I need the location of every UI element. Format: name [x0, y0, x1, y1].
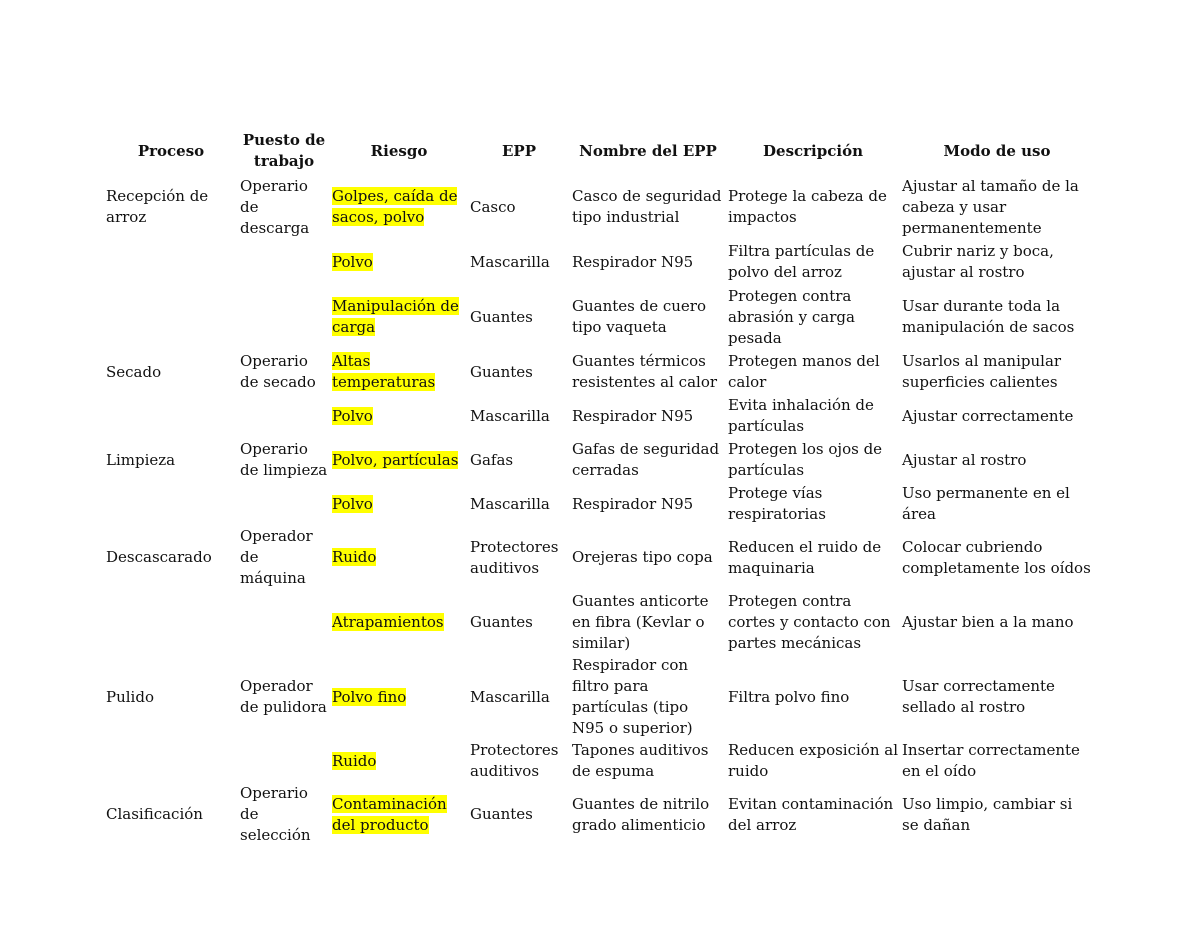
cell-nombre: Respirador N95 [572, 494, 694, 513]
cell-descripcion: Evita inhalación de partículas [728, 396, 874, 435]
header-modo-uso: Modo de uso [943, 141, 1051, 160]
header-puesto: Puesto de trabajo [242, 131, 326, 170]
cell-epp: Mascarilla [470, 687, 550, 706]
cell-puesto: Operario de limpieza [240, 440, 328, 479]
header-descripcion: Descripción [763, 141, 863, 160]
cell-puesto [238, 394, 330, 438]
cell-nombre: Tapones auditivos de espuma [572, 741, 709, 780]
cell-descripcion: Evitan contaminación del arroz [728, 794, 894, 834]
epp-table [104, 128, 1094, 846]
table-row [104, 589, 1094, 655]
cell-modo: Uso limpio, cambiar si se dañan [902, 794, 1073, 834]
cell-riesgo [330, 284, 468, 350]
risk-highlight: Golpes, caída de sacos, polvo [332, 187, 458, 226]
cell-modo: Insertar correctamente en el oído [902, 741, 1080, 780]
cell-epp: Mascarilla [470, 494, 550, 513]
header-epp: EPP [502, 141, 536, 160]
table-row [104, 655, 1094, 739]
cell-descripcion: Filtra partículas de polvo del arroz [728, 242, 875, 281]
table-body [104, 174, 1094, 846]
risk-highlight: Manipulación de carga [332, 297, 459, 336]
cell-nombre: Guantes térmicos resistentes al calor [572, 352, 718, 391]
cell-riesgo [330, 482, 468, 526]
cell-proceso: Clasificación [106, 805, 203, 823]
cell-nombre: Respirador N95 [572, 406, 694, 425]
table-row [104, 739, 1094, 783]
cell-modo: Ajustar bien a la mano [902, 612, 1074, 631]
table-row [104, 350, 1094, 394]
cell-puesto [238, 589, 330, 655]
risk-highlight: Altas temperaturas [332, 352, 436, 391]
cell-puesto: Operario de secado [240, 352, 316, 391]
risk-highlight: Polvo [332, 494, 373, 513]
cell-descripcion: Protegen contra cortes y contacto con partes mecánicas [728, 591, 891, 652]
risk-highlight: Ruido [332, 751, 377, 770]
risk-highlight: Polvo, partículas [332, 450, 459, 469]
cell-epp: Casco [470, 197, 516, 216]
cell-modo: Uso permanente en el área [902, 484, 1070, 523]
cell-proceso: Limpieza [106, 450, 176, 469]
header-row [104, 128, 1094, 174]
cell-riesgo [330, 350, 468, 394]
cell-descripcion: Protegen manos del calor [728, 352, 880, 391]
risk-highlight: Polvo fino [332, 687, 407, 706]
cell-descripcion: Filtra polvo fino [728, 687, 850, 706]
cell-riesgo [330, 394, 468, 438]
cell-proceso [104, 589, 238, 655]
table-row [104, 394, 1094, 438]
cell-proceso: Pulido [106, 687, 154, 706]
cell-epp: Guantes [470, 805, 533, 823]
risk-highlight: Polvo [332, 406, 373, 425]
cell-modo: Usarlos al manipular superficies calientes [902, 352, 1062, 391]
risk-highlight: Ruido [332, 548, 377, 566]
cell-riesgo [330, 589, 468, 655]
cell-proceso [104, 739, 238, 783]
cell-puesto: Operario de descarga [240, 176, 310, 237]
header-proceso: Proceso [137, 141, 205, 160]
cell-epp: Guantes [470, 307, 533, 326]
cell-nombre: Guantes anticorte en fibra (Kevlar o similar) [572, 591, 709, 652]
cell-proceso: Secado [106, 362, 162, 381]
cell-nombre: Orejeras tipo copa [572, 548, 713, 566]
cell-descripcion: Protegen contra abrasión y carga pesada [728, 286, 855, 347]
cell-proceso [104, 240, 238, 284]
cell-proceso: Recepción de arroz [106, 187, 209, 226]
cell-epp: Guantes [470, 612, 533, 631]
cell-puesto [238, 739, 330, 783]
table-row [104, 783, 1094, 846]
cell-proceso [104, 284, 238, 350]
cell-riesgo [330, 526, 468, 589]
cell-descripcion: Reducen exposición al ruido [728, 741, 899, 780]
cell-nombre: Guantes de nitrilo grado alimenticio [572, 794, 710, 834]
cell-epp: Guantes [470, 362, 533, 381]
cell-epp: Gafas [470, 450, 514, 469]
cell-modo: Colocar cubriendo completamente los oídos [902, 537, 1091, 577]
risk-highlight: Contaminación del producto [332, 794, 447, 834]
cell-epp: Mascarilla [470, 252, 550, 271]
cell-nombre: Respirador N95 [572, 252, 694, 271]
header-riesgo: Riesgo [370, 141, 428, 160]
table-row [104, 240, 1094, 284]
cell-epp: Protectores auditivos [470, 741, 559, 780]
table-row [104, 438, 1094, 482]
cell-puesto: Operador de máquina [240, 527, 313, 587]
cell-riesgo [330, 783, 468, 846]
cell-descripcion: Reducen el ruido de maquinaria [728, 537, 882, 577]
cell-puesto [238, 284, 330, 350]
header-nombre-epp: Nombre del EPP [579, 141, 717, 160]
cell-nombre: Guantes de cuero tipo vaqueta [572, 297, 707, 336]
cell-modo: Ajustar al tamaño de la cabeza y usar permanentemente [902, 176, 1079, 237]
cell-modo: Usar durante toda la manipulación de sacos [902, 297, 1075, 336]
cell-nombre: Gafas de seguridad cerradas [572, 440, 720, 479]
table-row [104, 482, 1094, 526]
table-row [104, 526, 1094, 589]
cell-descripcion: Protege la cabeza de impactos [728, 187, 887, 226]
cell-descripcion: Protege vías respiratorias [728, 484, 826, 523]
cell-modo: Ajustar correctamente [902, 406, 1074, 425]
cell-riesgo [330, 438, 468, 482]
cell-riesgo [330, 240, 468, 284]
cell-modo: Cubrir nariz y boca, ajustar al rostro [902, 242, 1054, 281]
cell-proceso: Descascarado [106, 548, 212, 566]
cell-descripcion: Protegen los ojos de partículas [728, 440, 883, 479]
risk-highlight: Atrapamientos [332, 612, 444, 631]
cell-nombre: Casco de seguridad tipo industrial [572, 187, 722, 226]
cell-puesto: Operario de selección [240, 784, 311, 844]
cell-epp: Mascarilla [470, 406, 550, 425]
cell-modo: Ajustar al rostro [902, 450, 1027, 469]
cell-nombre: Respirador con filtro para partículas (tipo N95 o superior) [572, 656, 693, 737]
cell-puesto: Operador de pulidora [240, 677, 327, 716]
cell-riesgo [330, 655, 468, 739]
cell-proceso [104, 482, 238, 526]
cell-proceso [104, 394, 238, 438]
table-row [104, 284, 1094, 350]
cell-modo: Usar correctamente sellado al rostro [902, 677, 1055, 716]
cell-riesgo [330, 739, 468, 783]
cell-epp: Protectores auditivos [470, 537, 559, 577]
table-row [104, 174, 1094, 240]
cell-riesgo [330, 174, 468, 240]
cell-puesto [238, 482, 330, 526]
document-page [104, 128, 1094, 846]
cell-puesto [238, 240, 330, 284]
risk-highlight: Polvo [332, 252, 373, 271]
